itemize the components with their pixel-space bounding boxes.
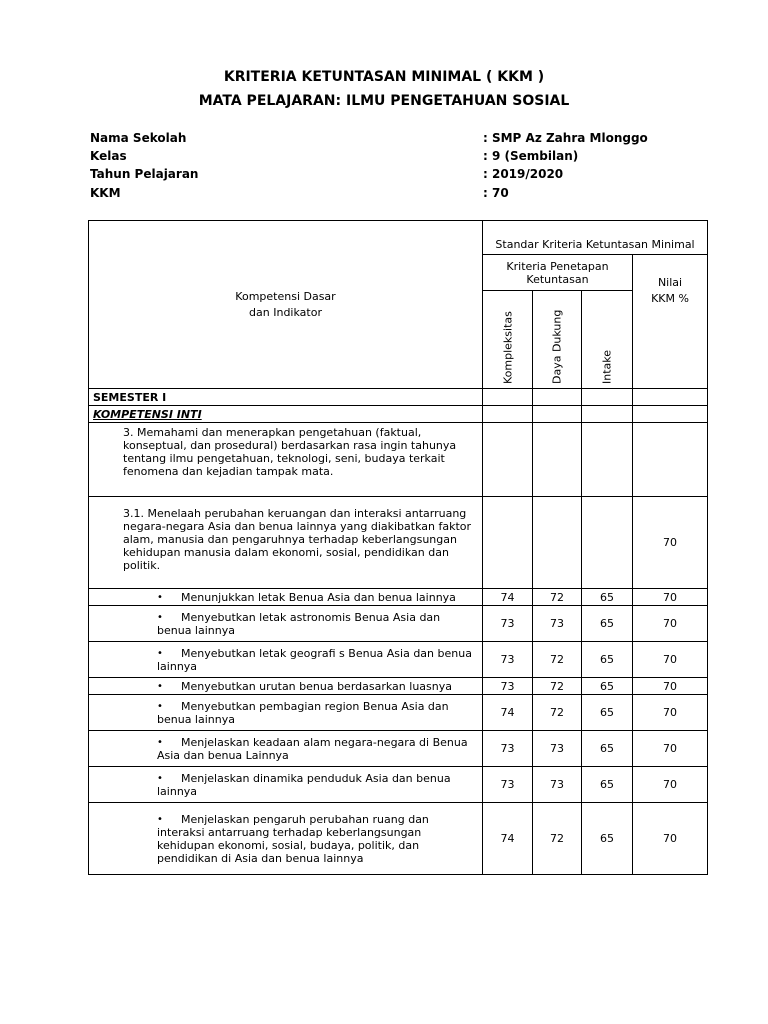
indicator-cell (89, 767, 483, 803)
bullet-icon: • (157, 680, 163, 692)
indicator-text: Menunjukkan letak Benua Asia dan benua lainnya (181, 590, 456, 604)
indicator-nilai: 70 (633, 767, 708, 803)
kompleksitas-label: Kompleksitas (501, 311, 514, 384)
bullet-icon: • (157, 647, 163, 659)
header-kompetensi-dasar: Kompetensi Dasar dan Indikator (89, 221, 483, 389)
indicator-daya-dukung: 73 (533, 606, 582, 642)
indicator-nilai: 70 (633, 695, 708, 731)
info-value-tahun-pelajaran: : 2019/2020 (483, 167, 564, 181)
indicator-text: Menyebutkan letak astronomis Benua Asia dan benua lainnya (157, 610, 441, 637)
indicator-kompleksitas: 74 (483, 589, 533, 606)
indicator-nilai: 70 (633, 642, 708, 678)
indicator-cell (89, 695, 483, 731)
indicator-text: Menjelaskan pengaruh perubahan ruang dan interaksi antarruang terhadap keberlangsungan kehidupan ekonomi, sosial, budaya, politik, dan pendidikan di Asia dan benua lainnya (157, 812, 429, 865)
kkm-table (88, 220, 708, 875)
header-daya-dukung (533, 291, 582, 389)
indicator-row (89, 803, 708, 875)
indicator-kompleksitas: 73 (483, 731, 533, 767)
indicator-daya-dukung: 72 (533, 678, 582, 695)
info-value-nama-sekolah: : SMP Az Zahra Mlonggo (483, 131, 648, 145)
indicator-kompleksitas: 74 (483, 803, 533, 875)
indicator-daya-dukung: 72 (533, 642, 582, 678)
document-subtitle: MATA PELAJARAN: ILMU PENGETAHUAN SOSIAL (198, 93, 570, 109)
info-label-nama-sekolah: Nama Sekolah (90, 131, 187, 145)
bullet-icon: • (157, 772, 163, 784)
indicator-intake: 65 (582, 642, 633, 678)
indicator-row (89, 589, 708, 606)
info-label-kkm: KKM (90, 186, 121, 200)
indicator-nilai: 70 (633, 589, 708, 606)
indicator-row (89, 606, 708, 642)
header-nilai-kkm: Nilai KKM % (633, 255, 708, 389)
kd-description: 3.1. Menelaah perubahan keruangan dan interaksi antarruang negara-negara Asia dan benua lainnya yang diakibatkan faktor alam, manusia dan pengaruhnya terhadap keberlangsungan kehidupan manusia dalam ekonomi, sosial, pendidikan dan politik. (89, 497, 483, 589)
indicator-nilai: 70 (633, 803, 708, 875)
header-kriteria-penetapan: Kriteria Penetapan Ketuntasan (483, 255, 633, 291)
indicator-cell (89, 606, 483, 642)
intake-label: Intake (600, 349, 614, 384)
bullet-icon: • (157, 700, 163, 712)
kd-nilai: 70 (633, 497, 708, 589)
indicator-nilai: 70 (633, 606, 708, 642)
indicator-daya-dukung: 73 (533, 767, 582, 803)
indicator-text: Menjelaskan keadaan alam negara-negara di Benua Asia dan benua Lainnya (157, 735, 468, 762)
indicator-row (89, 642, 708, 678)
indicator-cell (89, 731, 483, 767)
indicator-nilai: 70 (633, 731, 708, 767)
indicator-row (89, 731, 708, 767)
indicator-nilai: 70 (633, 678, 708, 695)
bullet-icon: • (157, 591, 163, 603)
header-intake (582, 291, 633, 389)
info-value-kkm: : 70 (483, 186, 509, 200)
indicator-row (89, 767, 708, 803)
daya-dukung-label: Daya Dukung (550, 309, 564, 384)
indicator-kompleksitas: 73 (483, 767, 533, 803)
indicator-row (89, 678, 708, 695)
indicator-kompleksitas: 73 (483, 642, 533, 678)
header-kompleksitas (483, 291, 533, 389)
indicator-text: Menjelaskan dinamika penduduk Asia dan benua lainnya (157, 771, 451, 798)
indicator-daya-dukung: 72 (533, 803, 582, 875)
indicator-cell (89, 678, 483, 695)
indicator-daya-dukung: 72 (533, 695, 582, 731)
indicator-text: Menyebutkan letak geografi s Benua Asia dan benua lainnya (157, 646, 472, 673)
info-label-kelas: Kelas (90, 149, 127, 163)
bullet-icon: • (157, 736, 163, 748)
document-title: KRITERIA KETUNTASAN MINIMAL ( KKM ) (223, 69, 545, 85)
kompetensi-inti-label: KOMPETENSI INTI (89, 406, 483, 423)
header-standar-kkm: Standar Kriteria Ketuntasan Minimal (483, 221, 708, 255)
ki-description: 3. Memahami dan menerapkan pengetahuan (faktual, konseptual, dan prosedural) berdasarkan rasa ingin tahunya tentang ilmu pengetahuan, teknologi, seni, budaya terkait fenomena dan kejadian tampak mata. (89, 423, 483, 497)
indicator-cell (89, 589, 483, 606)
indicator-kompleksitas: 73 (483, 678, 533, 695)
semester-label: SEMESTER I (89, 389, 483, 406)
indicator-kompleksitas: 74 (483, 695, 533, 731)
indicator-intake: 65 (582, 589, 633, 606)
indicator-text: Menyebutkan pembagian region Benua Asia dan benua lainnya (157, 699, 449, 726)
indicator-kompleksitas: 73 (483, 606, 533, 642)
bullet-icon: • (157, 813, 163, 825)
indicator-cell (89, 642, 483, 678)
indicator-intake: 65 (582, 678, 633, 695)
indicator-rows (89, 589, 708, 875)
bullet-icon: • (157, 611, 163, 623)
indicator-row (89, 695, 708, 731)
indicator-daya-dukung: 73 (533, 731, 582, 767)
indicator-intake: 65 (582, 767, 633, 803)
info-value-kelas: : 9 (Sembilan) (483, 149, 579, 163)
indicator-text: Menyebutkan urutan benua berdasarkan luasnya (181, 679, 452, 693)
indicator-intake: 65 (582, 731, 633, 767)
indicator-intake: 65 (582, 695, 633, 731)
indicator-cell (89, 803, 483, 875)
indicator-intake: 65 (582, 803, 633, 875)
info-label-tahun-pelajaran: Tahun Pelajaran (90, 167, 199, 181)
indicator-daya-dukung: 72 (533, 589, 582, 606)
indicator-intake: 65 (582, 606, 633, 642)
